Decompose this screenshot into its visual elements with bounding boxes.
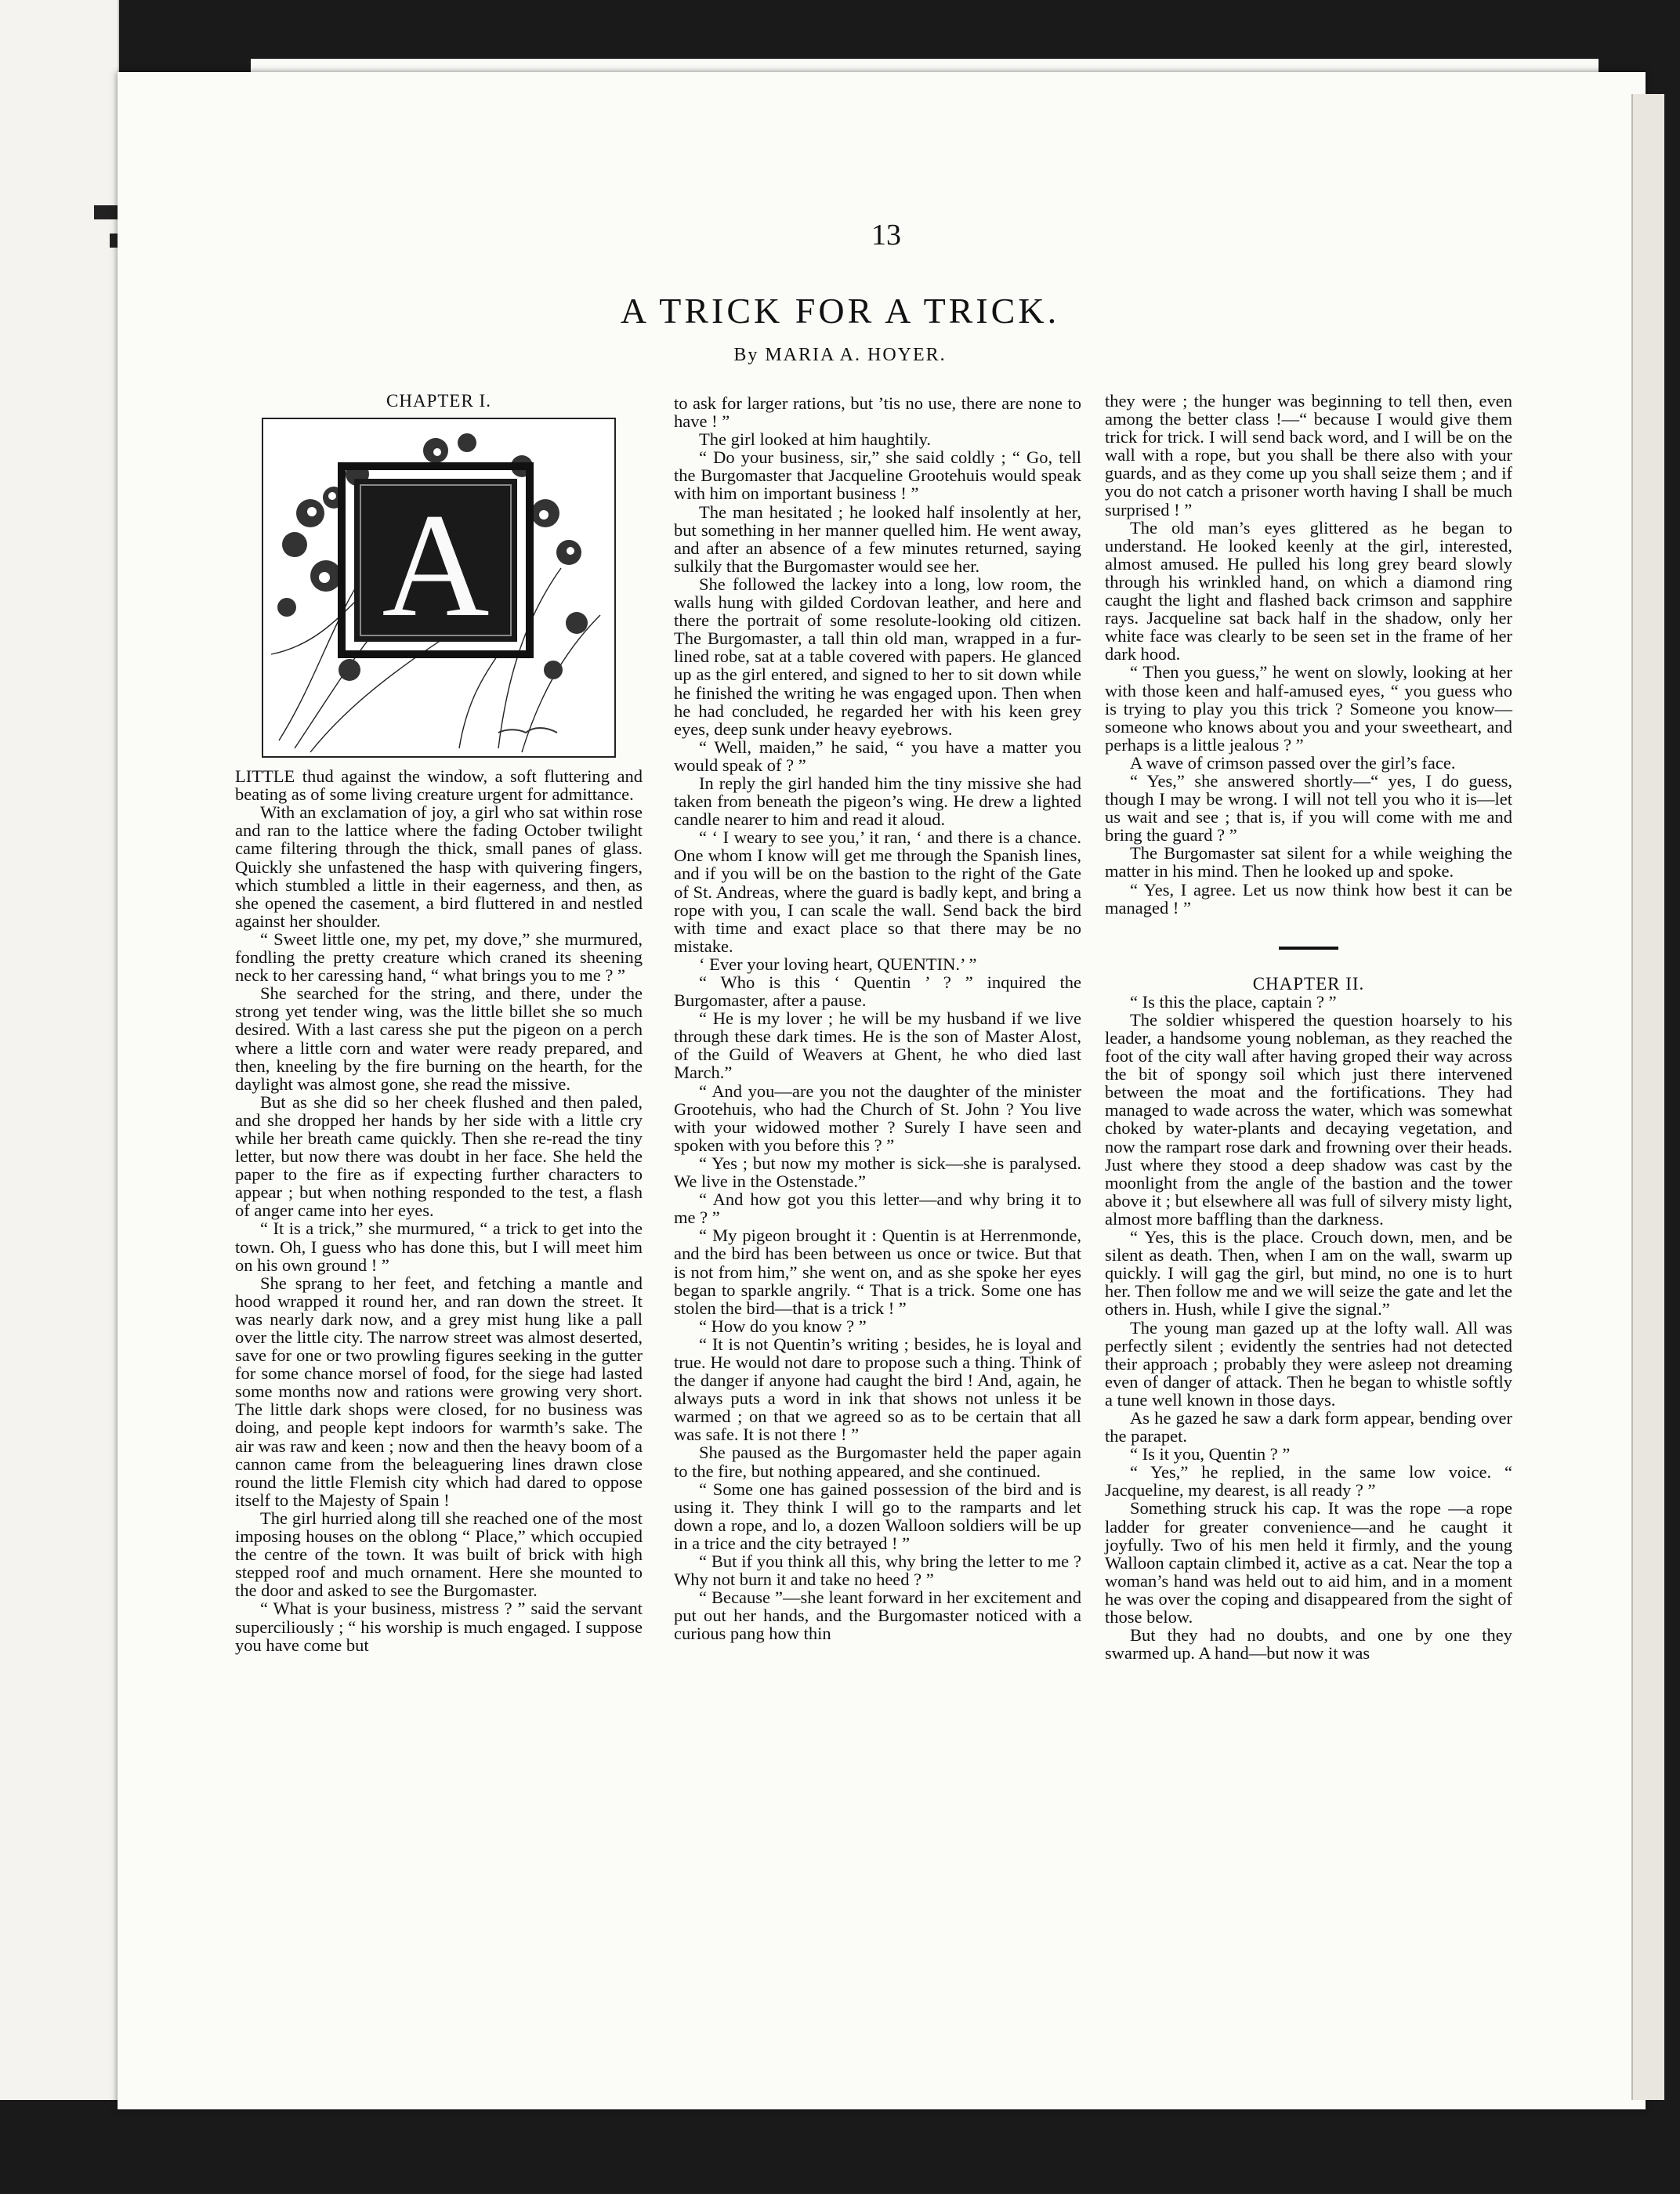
column-3-text-chapter-1	[1105, 392, 1512, 917]
column-3	[1105, 392, 1512, 1662]
paragraph: “ Because ”—she leant forward in her excitement and put out her hands, and the Burgomaster noticed with a curious pang how thin	[674, 1588, 1081, 1644]
page-right-edge	[1631, 94, 1664, 2100]
paragraph: “ Yes, this is the place. Crouch down, men, and be silent as death. Then, when I am on the wall, swarm up quickly. I will gag the girl, but mind, no one is to hurt her. Then follow me and we will seize the gate and let the others in. Hush, while I give the signal.”	[1105, 1227, 1512, 1320]
column-2-text	[674, 394, 1081, 1642]
paragraph: “ Do your business, sir,” she said coldly ; “ Go, tell the Burgomaster that Jacqueline Grootehuis would speak with him on important business ! ”	[674, 447, 1081, 504]
column-1-text	[235, 767, 643, 1654]
paragraph: The soldier whispered the question hoarsely to his leader, a handsome young nobleman, as they reached the foot of the city wall after having groped their way across the bit of spongy soil which just there intervened between the moat and the fortifications. They had managed to wade across the water, which was somewhat choked by water-plants and decaying vegetation, and now the rampart rose dark and frowning over their heads. Just where they stood a deep shadow was cast by the moonlight from the angle of the bastion and the tower above it ; but elsewhere all was full of silvery misty light, almost more baffling than the darkness.	[1105, 1009, 1512, 1229]
paragraph: “ Well, maiden,” he said, “ you have a matter you would speak of ? ”	[674, 737, 1081, 775]
paragraph: “ And you—are you not the daughter of the minister Grootehuis, who had the Church of St. John ? You live with your widowed mother ? Surely I have seen and spoken with you before this ? ”	[674, 1081, 1081, 1155]
paragraph: She searched for the string, and there, under the strong yet tender wing, was the little billet she so much desired. With a last caress she put the pigeon on a perch where a little corn and water were ready prepared, and then, kneeling by the fire burning on the hearth, for the daylight was almost gone, she read the missive.	[235, 983, 643, 1094]
paragraph: “ Is this the place, captain ? ”	[1130, 991, 1337, 1012]
paragraph: The Burgomaster sat silent for a while weighing the matter in his mind. Then he looked up and spoke.	[1105, 843, 1512, 882]
paragraph: “ He is my lover ; he will be my husband if we live through these dark times. He is the son of Master Alost, of the Guild of Weavers at Ghent, he who died last March.”	[674, 1008, 1081, 1083]
paragraph: “ Then you guess,” he went on slowly, looking at her with those keen and half-amused eyes, “ you guess who is trying to play you this trick ? Someone you know—someone who knows about you and your sweetheart, and perhaps is a little jealous ? ”	[1105, 662, 1512, 755]
paragraph: The young man gazed up at the lofty wall. All was perfectly silent ; evidently the sentries had not detected their approach ; probably they were asleep not dreaming even of danger of attack. Then he began to whistle softly a tune well known in those days.	[1105, 1317, 1512, 1410]
paragraph: “ Some one has gained possession of the bird and is using it. They think I will go to the ramparts and let down a rope, and lo, a dozen Walloon soldiers will be up in a trice and the city betrayed ! ”	[674, 1479, 1081, 1553]
paragraph: The girl looked at him haughtily.	[699, 429, 931, 450]
paragraph: In reply the girl handed him the tiny missive she had taken from beneath the pigeon’s wing. He drew a lighted candle nearer to him and read it aloud.	[674, 773, 1081, 830]
column-2	[674, 394, 1081, 1642]
paragraph: The old man’s eyes glittered as he began to understand. He looked keenly at the girl, interested, almost amused. He pulled his long grey beard slowly through his wrinkled hand, on which a diamond ring caught the light and flashed back crimson and sapphire rays. Jacqueline sat back half in the shadow, only her white face was clearly to be seen set in the frame of her dark hood.	[1105, 517, 1512, 664]
column-3-text-chapter-2	[1105, 993, 1512, 1662]
paragraph: to ask for larger rations, but ’tis no use, there are none to have ! ”	[674, 393, 1081, 432]
paragraph: “ And how got you this letter—and why bring it to me ? ”	[674, 1189, 1081, 1228]
paragraph: “ How do you know ? ”	[699, 1316, 867, 1336]
paragraph: She paused as the Burgomaster held the paper again to the fire, but nothing appeared, and she continued.	[674, 1443, 1081, 1481]
page-number: 13	[871, 219, 901, 252]
svg-text:A: A	[382, 483, 490, 649]
paragraph: “ Yes ; but now my mother is sick—she is paralysed. We live in the Ostenstade.”	[674, 1153, 1081, 1192]
paragraph: With an exclamation of joy, a girl who sat within rose and ran to the lattice where the fading October twilight came filtering through the thick, small panes of glass. Quickly she unfastened the hasp with quivering fingers, which stumbled a little in their eagerness, and then, as she opened the casement, a bird fluttered in and nestled against her shoulder.	[235, 802, 643, 931]
paragraph: “ Yes, I agree. Let us now think how best it can be managed ! ”	[1105, 879, 1512, 918]
chapter-heading: CHAPTER II.	[1252, 973, 1365, 994]
column-1	[235, 392, 643, 1654]
paragraph: “ What is your business, mistress ? ” said the servant superciliously ; “ his worship is much engaged. I suppose you have come but	[235, 1598, 643, 1655]
paragraph: The girl hurried along till she reached one of the most imposing houses on the oblong “ Place,” which occupied the centre of the town. It was built of brick with high stepped roof and much ornament. Here she mounted to the door and asked to see the Burgomaster.	[235, 1508, 643, 1601]
paragraph: “ Who is this ‘ Quentin ’ ? ” inquired the Burgomaster, after a pause.	[674, 972, 1081, 1011]
story-byline: By MARIA A. HOYER.	[733, 345, 947, 365]
paragraph: But they had no doubts, and one by one they swarmed up. A hand—but now it was	[1105, 1625, 1512, 1664]
paragraph: A wave of crimson passed over the girl’s face.	[1130, 752, 1456, 773]
paragraph: She sprang to her feet, and fetching a mantle and hood wrapped it round her, and ran down the street. It was nearly dark now, and a grey mist hung like a pall over the little city. The narrow street was almost deserted, save for one or two prowling figures seeking in the gutter for some chance morsel of food, for the siege had lasted some months now and rations were growing very short. The little dark shops were closed, for no business was doing, and people kept indoors for warmth’s sake. The air was raw and keen ; now and then the heavy boom of a cannon came from the beleaguering lines drawn close round the little Flemish city which had dared to oppose itself to the Majesty of Spain !	[235, 1273, 643, 1510]
story-title: A TRICK FOR A TRICK.	[620, 291, 1060, 331]
paragraph: “ Is it you, Quentin ? ”	[1130, 1444, 1291, 1464]
paragraph: She followed the lackey into a long, low room, the walls hung with gilded Cordovan leather, and here and there the portrait of some resolute-looking old citizen. The Burgomaster, a tall thin old man, wrapped in a fur-lined robe, sat at a table covered with papers. He glanced up as the girl entered, and signed to her to sit down while he finished the writing he was engaged upon. Then when he had concluded, he regarded her with his keen grey eyes, deep sunk under heavy eyebrows.	[674, 574, 1081, 739]
paragraph: “ ‘ I weary to see you,’ it ran, ‘ and there is a chance. One whom I know will get me through the Spanish lines, and if you will be on the bastion to the right of the Gate of St. Andreas, where the guard is badly kept, and bring a rope with you, I can scale the wall. Send back the bird with time and exact place so that there may be no mistake.	[674, 827, 1081, 956]
chapter-heading: CHAPTER I.	[386, 391, 491, 411]
paragraph: “ Yes,” she answered shortly—“ yes, I do guess, though I may be wrong. I will not tell you who it is—let us wait and see ; that is, if you will come with me and bring the guard ? ”	[1105, 770, 1512, 845]
section-divider	[1279, 947, 1338, 950]
paragraph: Something struck his cap. It was the rope —a rope ladder for greater convenience—and he caught it joyfully. Two of his men held it firmly, and the young Walloon captain climbed it, active as a cat. Near the top a woman’s hand was held out to aid him, and in a moment he was over the coping and disappeared from the sight of those below.	[1105, 1498, 1512, 1627]
paragraph: The man hesitated ; he looked half insolently at her, but something in her manner quelled him. He went away, and after an absence of a few minutes returned, saying sulkily that the Burgomaster would see her.	[674, 501, 1081, 576]
paragraph: “ It is not Quentin’s writing ; besides, he is loyal and true. He would not dare to propose such a thing. Think of the danger if anyone had caught the bird ! And, again, he always puts a word in ink that shows not unless it be warmed ; on that we agreed so as to be certain that all was safe. It is not there ! ”	[674, 1334, 1081, 1445]
paragraph: “ My pigeon brought it : Quentin is at Herrenmonde, and the bird has been between us once or twice. But that is not from him,” she went on, and as she spoke her eyes began to sparkle angrily. “ That is a trick. Some one has stolen the bird—that is a trick ! ”	[674, 1226, 1081, 1318]
paragraph: “ Yes,” he replied, in the same low voice. “ Jacqueline, my dearest, is all ready ? ”	[1105, 1462, 1512, 1501]
illustrated-initial	[262, 418, 616, 758]
paragraph: they were ; the hunger was beginning to tell then, even among the better class !—“ because I would give them trick for trick. I will send back word, and I will be on the wall with a rope, but you shall be there also with your guards, and as they come up you shall seize them ; and if you do not catch a prisoner worth having I shall be much surprised ! ”	[1105, 391, 1512, 520]
paragraph: “ Sweet little one, my pet, my dove,” she murmured, fondling the pretty creature which craned its sheening neck to her caressing hand, “ what brings you to me ? ”	[235, 929, 643, 986]
paragraph: LITTLE thud against the window, a soft fluttering and beating as of some living creature urgent for admittance.	[235, 766, 643, 805]
paragraph: ‘ Ever your loving heart, QUENTIN.’ ”	[699, 954, 977, 974]
paragraph: “ But if you think all this, why bring the letter to me ? Why not burn it and take no heed ? ”	[674, 1551, 1081, 1590]
paragraph: But as she did so her cheek flushed and then paled, and she dropped her hands by her side with a little cry while her breath came quickly. Then she re-read the tiny letter, but now there was doubt in her face. She held the paper to the fire as if expecting further characters to appear ; but when nothing responded to the test, a flash of anger came into her eyes.	[235, 1092, 643, 1221]
paragraph: “ It is a trick,” she murmured, “ a trick to get into the town. Oh, I guess who has done this, but I will meet him on his own ground ! ”	[235, 1218, 643, 1275]
paragraph: As he gazed he saw a dark form appear, bending over the parapet.	[1105, 1407, 1512, 1446]
